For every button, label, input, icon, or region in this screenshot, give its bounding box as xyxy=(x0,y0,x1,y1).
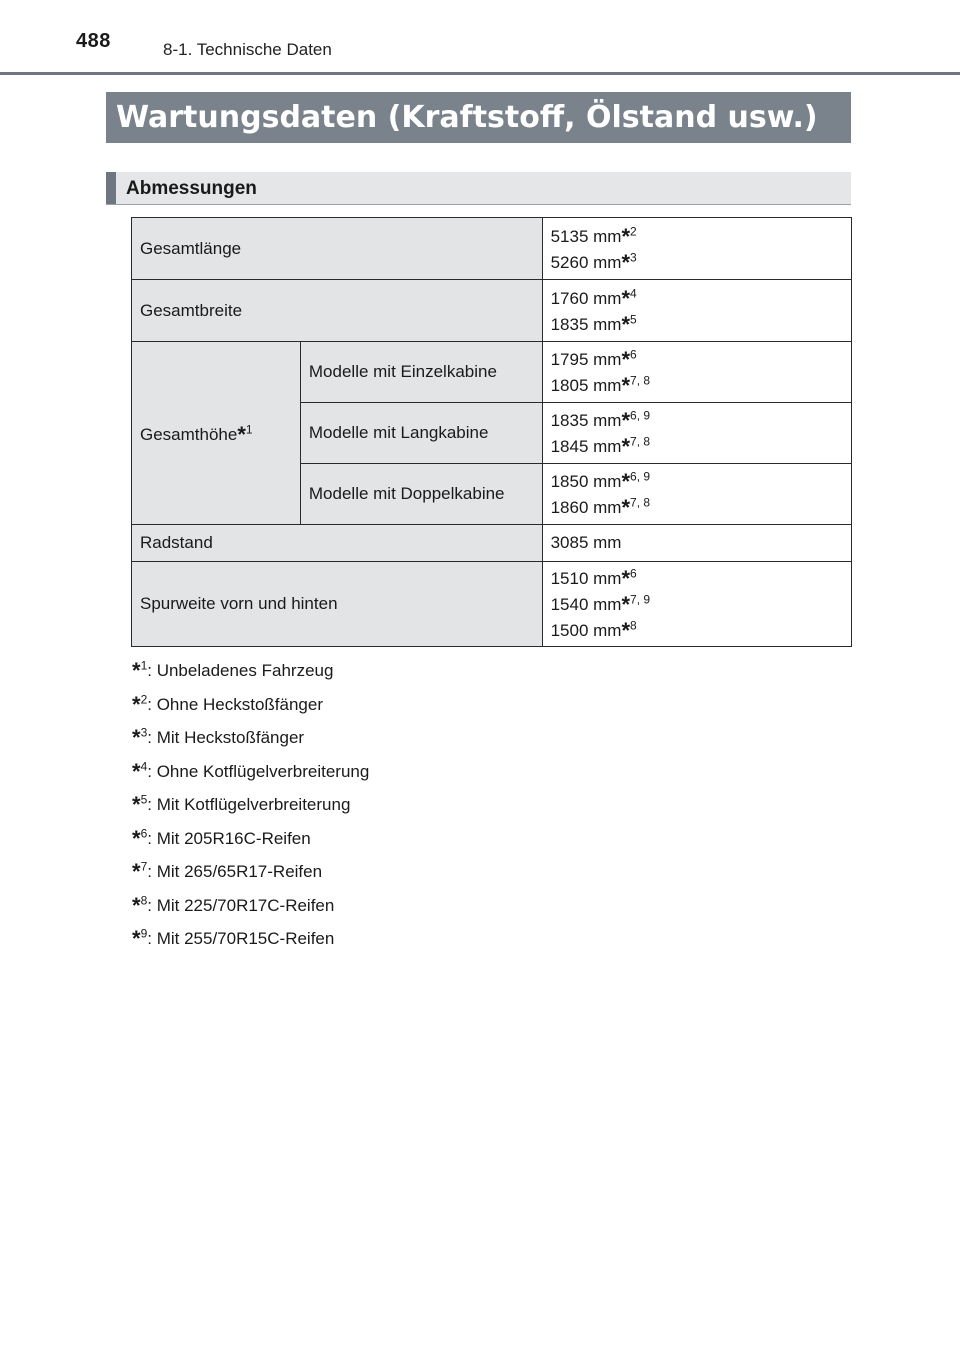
value-overall-width: 1760 mm*$^4$ 1835 mm*$^5$ xyxy=(542,280,851,342)
section-header: 8-1. Technische Daten xyxy=(163,40,332,59)
table-row xyxy=(132,342,852,403)
footnote: *$^4$: Ohne Kotflügelverbreiterung xyxy=(132,758,370,784)
footnote: *$^1$: Unbeladenes Fahrzeug xyxy=(132,658,334,683)
row-label-overall-height: Gesamthöhe*$^1$ xyxy=(132,342,301,525)
table-row xyxy=(132,562,852,647)
footnote: *$^6$: Mit 205R16C-Reifen xyxy=(132,825,311,851)
footnote: *$^2$: Ohne Heckstoßfänger xyxy=(132,691,324,717)
footnotes xyxy=(132,652,832,954)
row-label-wheelbase: Radstand xyxy=(132,525,543,562)
height-variant-value: 1835 mm*$^{6, 9}$ 1845 mm*$^{7, 8}$ xyxy=(542,403,851,464)
header-divider xyxy=(0,72,960,75)
footnote: *$^8$: Mit 225/70R17C-Reifen xyxy=(132,892,335,918)
dimensions-table xyxy=(131,217,852,647)
height-variant-value: 1795 mm*$^6$ 1805 mm*$^{7, 8}$ xyxy=(542,342,851,403)
subsection-marker xyxy=(106,172,116,204)
height-variant-value: 1850 mm*$^{6, 9}$ 1860 mm*$^{7, 8}$ xyxy=(542,464,851,525)
footnote: *$^7$: Mit 265/65R17-Reifen xyxy=(132,859,323,884)
row-label-track: Spurweite vorn und hinten xyxy=(132,562,543,647)
row-label-overall-length: Gesamtlänge xyxy=(132,218,543,280)
value-track: 1510 mm*$^6$ 1540 mm*$^{7, 9}$ 1500 mm*$^8$ xyxy=(542,562,851,647)
subsection-title: Abmessungen xyxy=(126,178,257,199)
subsection-header xyxy=(106,172,851,205)
table-row xyxy=(132,218,852,280)
row-label-overall-width: Gesamtbreite xyxy=(132,280,543,342)
footnote: *$^5$: Mit Kotflügelverbreiterung xyxy=(132,792,351,817)
value-overall-length: 5135 mm*$^2$ 5260 mm*$^3$ xyxy=(542,218,851,280)
footnote: *$^3$: Mit Heckstoßfänger xyxy=(132,725,305,750)
page-title: Wartungsdaten (Kraftstoff, Ölstand usw.) xyxy=(106,92,851,143)
table-row xyxy=(132,525,852,562)
height-variant-label: Modelle mit Doppelkabine xyxy=(300,464,542,525)
value-wheelbase: 3085 mm xyxy=(542,525,851,562)
height-variant-label: Modelle mit Langkabine xyxy=(300,403,542,464)
footnote: *$^9$: Mit 255/70R15C-Reifen xyxy=(132,926,335,951)
page-number: 488 xyxy=(76,30,111,52)
table-row xyxy=(132,280,852,342)
height-variant-label: Modelle mit Einzelkabine xyxy=(300,342,542,403)
